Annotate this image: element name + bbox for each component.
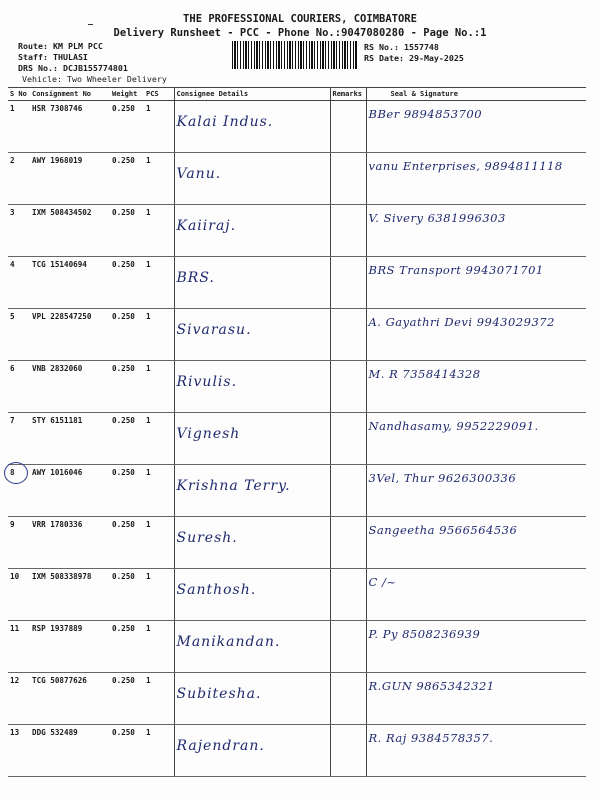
- cell-seal-signature: C /~: [366, 569, 586, 621]
- cell-remarks: [330, 465, 366, 517]
- cell-consignment-no: DDG 532489: [30, 725, 110, 777]
- cell-remarks: [330, 569, 366, 621]
- cell-weight: 0.250: [110, 309, 144, 361]
- cell-weight: 0.250: [110, 569, 144, 621]
- cell-seal-signature: R. Raj 9384578357.: [366, 725, 586, 777]
- table-row: [8, 621, 586, 673]
- drs-label: DRS No.: DCJB155774801: [18, 63, 128, 73]
- cell-sno: 12: [8, 673, 30, 725]
- rs-number: RS No.: 1557748: [364, 42, 439, 52]
- table-row: [8, 569, 586, 621]
- cell-weight: 0.250: [110, 361, 144, 413]
- cell-pcs: 1: [144, 361, 174, 413]
- cell-consignee-handwritten: Sivarasu.: [174, 309, 330, 361]
- table-row: [8, 309, 586, 361]
- cell-seal-signature: Sangeetha 9566564536: [366, 517, 586, 569]
- cell-consignment-no: VNB 2832060: [30, 361, 110, 413]
- table-row: [8, 517, 586, 569]
- cell-sno: 3: [8, 205, 30, 257]
- cell-consignee-handwritten: Rajendran.: [174, 725, 330, 777]
- rs-date: RS Date: 29-May-2025: [364, 53, 464, 63]
- table-row: [8, 205, 586, 257]
- cell-consignee-handwritten: Rivulis.: [174, 361, 330, 413]
- cell-consignee-handwritten: Krishna Terry.: [174, 465, 330, 517]
- cell-remarks: [330, 257, 366, 309]
- cell-consignee-handwritten: Kalai Indus.: [174, 101, 330, 153]
- cell-seal-signature: 3Vel, Thur 9626300336: [366, 465, 586, 517]
- cell-consignee-handwritten: Santhosh.: [174, 569, 330, 621]
- cell-pcs: 1: [144, 205, 174, 257]
- route-label: Route: KM PLM PCC: [18, 41, 103, 51]
- cell-pcs: 1: [144, 517, 174, 569]
- cell-consignment-no: AWY 1968019: [30, 153, 110, 205]
- col-sno: S No: [8, 88, 30, 101]
- cell-weight: 0.250: [110, 725, 144, 777]
- table-row: [8, 673, 586, 725]
- cell-remarks: [330, 673, 366, 725]
- table-row: [8, 465, 586, 517]
- cell-sno: 6: [8, 361, 30, 413]
- cell-consignment-no: VPL 228547250: [30, 309, 110, 361]
- barcode: [232, 41, 358, 69]
- cell-remarks: [330, 413, 366, 465]
- cell-remarks: [330, 621, 366, 673]
- cell-seal-signature: vanu Enterprises, 9894811118: [366, 153, 586, 205]
- cell-weight: 0.250: [110, 153, 144, 205]
- ink-circle-mark: [4, 462, 28, 484]
- cell-consignment-no: IXM 508338978: [30, 569, 110, 621]
- cell-seal-signature: R.GUN 9865342321: [366, 673, 586, 725]
- col-pcs: PCS: [144, 88, 174, 101]
- cell-weight: 0.250: [110, 257, 144, 309]
- cell-consignee-handwritten: Manikandan.: [174, 621, 330, 673]
- cell-remarks: [330, 725, 366, 777]
- cell-weight: 0.250: [110, 621, 144, 673]
- vehicle-label: Vehicle: Two Wheeler Delivery: [22, 74, 167, 84]
- cell-remarks: [330, 517, 366, 569]
- runsheet-subtitle: Delivery Runsheet - PCC - Phone No.:9047080280 - Page No.:1: [113, 27, 487, 39]
- company-title: THE PROFESSIONAL COURIERS, COIMBATORE: [183, 13, 417, 25]
- table-row: [8, 361, 586, 413]
- table-header: [8, 88, 586, 101]
- cell-seal-signature: A. Gayathri Devi 9943029372: [366, 309, 586, 361]
- cell-pcs: 1: [144, 309, 174, 361]
- cell-seal-signature: BRS Transport 9943071701: [366, 257, 586, 309]
- cell-pcs: 1: [144, 257, 174, 309]
- cell-seal-signature: Nandhasamy, 9952229091.: [366, 413, 586, 465]
- cell-sno: 7: [8, 413, 30, 465]
- cell-pcs: 1: [144, 465, 174, 517]
- table-row: [8, 153, 586, 205]
- cell-consignment-no: IXM 508434502: [30, 205, 110, 257]
- cell-sno: 4: [8, 257, 30, 309]
- cell-remarks: [330, 153, 366, 205]
- cell-sno: 13: [8, 725, 30, 777]
- cell-consignee-handwritten: Kaiiraj.: [174, 205, 330, 257]
- cell-pcs: 1: [144, 673, 174, 725]
- cell-pcs: 1: [144, 569, 174, 621]
- cell-pcs: 1: [144, 621, 174, 673]
- cell-consignee-handwritten: BRS.: [174, 257, 330, 309]
- cell-weight: 0.250: [110, 413, 144, 465]
- cell-weight: 0.250: [110, 517, 144, 569]
- cell-consignee-handwritten: Suresh.: [174, 517, 330, 569]
- cell-consignment-no: TCG 15140694: [30, 257, 110, 309]
- cell-remarks: [330, 205, 366, 257]
- cell-consignee-handwritten: Vignesh: [174, 413, 330, 465]
- cell-consignment-no: VRR 1780336: [30, 517, 110, 569]
- table-row: [8, 257, 586, 309]
- cell-weight: 0.250: [110, 465, 144, 517]
- cell-consignment-no: STY 6151181: [30, 413, 110, 465]
- cell-sno: 9: [8, 517, 30, 569]
- cell-seal-signature: M. R 7358414328: [366, 361, 586, 413]
- col-seal-signature: Seal & Signature: [366, 88, 586, 101]
- cell-weight: 0.250: [110, 673, 144, 725]
- col-remarks: Remarks: [330, 88, 366, 101]
- cell-sno: 5: [8, 309, 30, 361]
- cell-seal-signature: P. Py 8508236939: [366, 621, 586, 673]
- table-row: [8, 725, 586, 777]
- cell-consignee-handwritten: Vanu.: [174, 153, 330, 205]
- cell-consignment-no: HSR 7308746: [30, 101, 110, 153]
- col-consignee: Consignee Details: [174, 88, 330, 101]
- cell-consignment-no: TCG 50877626: [30, 673, 110, 725]
- pen-mark: [88, 24, 93, 25]
- cell-remarks: [330, 361, 366, 413]
- cell-sno: 8: [8, 465, 30, 517]
- cell-consignment-no: RSP 1937889: [30, 621, 110, 673]
- cell-weight: 0.250: [110, 101, 144, 153]
- runsheet-table: [8, 87, 586, 777]
- table-row: [8, 413, 586, 465]
- cell-remarks: [330, 101, 366, 153]
- cell-sno: 2: [8, 153, 30, 205]
- cell-weight: 0.250: [110, 205, 144, 257]
- cell-pcs: 1: [144, 413, 174, 465]
- cell-sno: 1: [8, 101, 30, 153]
- cell-pcs: 1: [144, 725, 174, 777]
- staff-label: Staff: THULASI: [18, 52, 88, 62]
- table-row: [8, 101, 586, 153]
- cell-seal-signature: V. Sivery 6381996303: [366, 205, 586, 257]
- cell-remarks: [330, 309, 366, 361]
- cell-pcs: 1: [144, 101, 174, 153]
- cell-seal-signature: BBer 9894853700: [366, 101, 586, 153]
- cell-consignee-handwritten: Subitesha.: [174, 673, 330, 725]
- col-consignment: Consignment No: [30, 88, 110, 101]
- cell-pcs: 1: [144, 153, 174, 205]
- cell-consignment-no: AWY 1016046: [30, 465, 110, 517]
- col-weight: Weight: [110, 88, 144, 101]
- cell-sno: 11: [8, 621, 30, 673]
- cell-sno: 10: [8, 569, 30, 621]
